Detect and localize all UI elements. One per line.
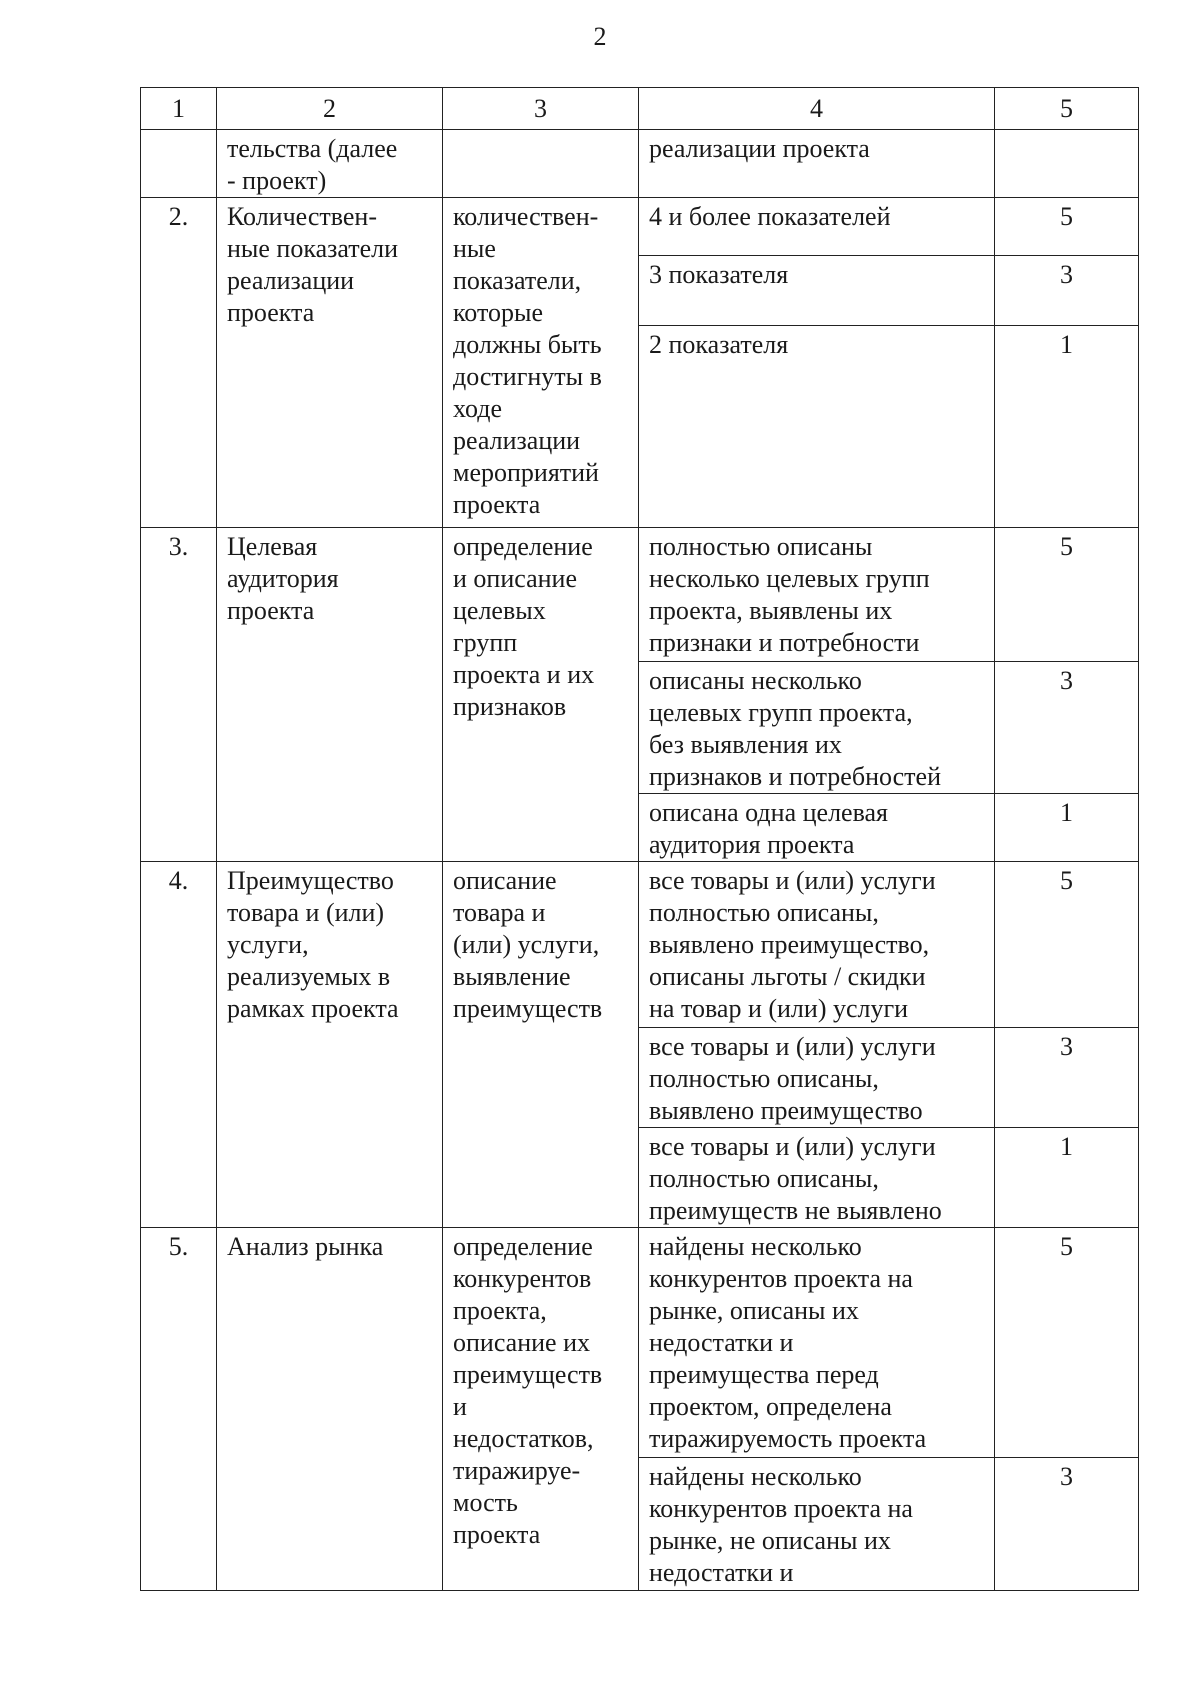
- level-cell: [639, 794, 995, 862]
- level-cell: [639, 130, 995, 198]
- criterion-cell: [217, 198, 443, 528]
- score-cell: 3: [995, 1028, 1139, 1128]
- level-cell: [639, 528, 995, 662]
- level-text: 2 показателя: [649, 330, 789, 359]
- row-number-cell: 4.: [141, 862, 217, 1228]
- score-cell: 1: [995, 794, 1139, 862]
- description-cell: [443, 862, 639, 1228]
- table-row-continuation: [141, 130, 1139, 198]
- description-cell: [443, 1228, 639, 1591]
- score-cell: 5: [995, 1228, 1139, 1458]
- description-cell: [443, 198, 639, 528]
- criterion-cell: [217, 130, 443, 198]
- level-cell: [639, 326, 995, 528]
- level-cell: [639, 1128, 995, 1228]
- page-number: 2: [593, 22, 607, 51]
- level-text: найдены несколько конкурентов проекта на рынке, не описаны их недостатки и: [649, 1462, 913, 1587]
- row-number-cell: 3.: [141, 528, 217, 862]
- criterion-cell: [217, 528, 443, 862]
- level-cell: [639, 1028, 995, 1128]
- level-cell: [639, 862, 995, 1028]
- description-text: описание товара и (или) услуги, выявление преимуществ: [453, 866, 603, 1023]
- level-cell: [639, 256, 995, 326]
- header-cell-1: 1: [141, 88, 217, 130]
- score-cell: 5: [995, 528, 1139, 662]
- description-text: количествен- ные показатели, которые должны быть достигнуты в ходе реализации мероприятий проекта: [453, 202, 602, 519]
- level-text: все товары и (или) услуги полностью описаны, преимуществ не выявлено: [649, 1132, 942, 1225]
- level-cell: [639, 1228, 995, 1458]
- level-text: реализации проекта: [649, 134, 870, 163]
- table-row: [141, 1228, 1139, 1458]
- score-cell: 3: [995, 256, 1139, 326]
- level-text: все товары и (или) услуги полностью описаны, выявлено преимущество, описаны льготы / скидки на товар и (или) услуги: [649, 866, 936, 1023]
- header-cell-5: 5: [995, 88, 1139, 130]
- level-text: полностью описаны несколько целевых групп проекта, выявлены их признаки и потребности: [649, 532, 930, 657]
- level-text: все товары и (или) услуги полностью описаны, выявлено преимущество: [649, 1032, 936, 1125]
- description-text: определение конкурентов проекта, описание их преимуществ и недостатков, тиражируе- мость проекта: [453, 1232, 603, 1549]
- criteria-table: [140, 87, 1139, 1591]
- header-cell-4: 4: [639, 88, 995, 130]
- row-number-cell: [141, 130, 217, 198]
- description-cell: [443, 528, 639, 862]
- table-row: [141, 198, 1139, 256]
- level-cell: [639, 198, 995, 256]
- score-cell: 1: [995, 326, 1139, 528]
- score-cell: 5: [995, 862, 1139, 1028]
- score-cell: [995, 130, 1139, 198]
- row-number-cell: 2.: [141, 198, 217, 528]
- level-text: описаны несколько целевых групп проекта, без выявления их признаков и потребностей: [649, 666, 941, 791]
- criterion-text: Анализ рынка: [227, 1232, 384, 1261]
- level-text: описана одна целевая аудитория проекта: [649, 798, 889, 859]
- criterion-cell: [217, 862, 443, 1228]
- score-cell: 1: [995, 1128, 1139, 1228]
- level-cell: [639, 662, 995, 794]
- level-cell: [639, 1458, 995, 1591]
- header-cell-3: 3: [443, 88, 639, 130]
- level-text: 3 показателя: [649, 260, 789, 289]
- table-row: [141, 862, 1139, 1028]
- description-cell: [443, 130, 639, 198]
- table-row: [141, 528, 1139, 662]
- score-cell: 3: [995, 662, 1139, 794]
- score-cell: 5: [995, 198, 1139, 256]
- criterion-text: Количествен- ные показатели реализации проекта: [227, 202, 399, 327]
- row-number-cell: 5.: [141, 1228, 217, 1591]
- level-text: 4 и более показателей: [649, 202, 891, 231]
- score-cell: 3: [995, 1458, 1139, 1591]
- criterion-text: Целевая аудитория проекта: [227, 532, 339, 625]
- header-cell-2: 2: [217, 88, 443, 130]
- criterion-text: Преимущество товара и (или) услуги, реализуемых в рамках проекта: [227, 866, 399, 1023]
- level-text: найдены несколько конкурентов проекта на рынке, описаны их недостатки и преимущества перед проектом, определена тиражируемость проекта: [649, 1232, 927, 1453]
- description-text: определение и описание целевых групп проекта и их признаков: [453, 532, 595, 721]
- criterion-text: тельства (далее - проект): [227, 134, 398, 195]
- table-header-row: [141, 88, 1139, 130]
- criterion-cell: [217, 1228, 443, 1591]
